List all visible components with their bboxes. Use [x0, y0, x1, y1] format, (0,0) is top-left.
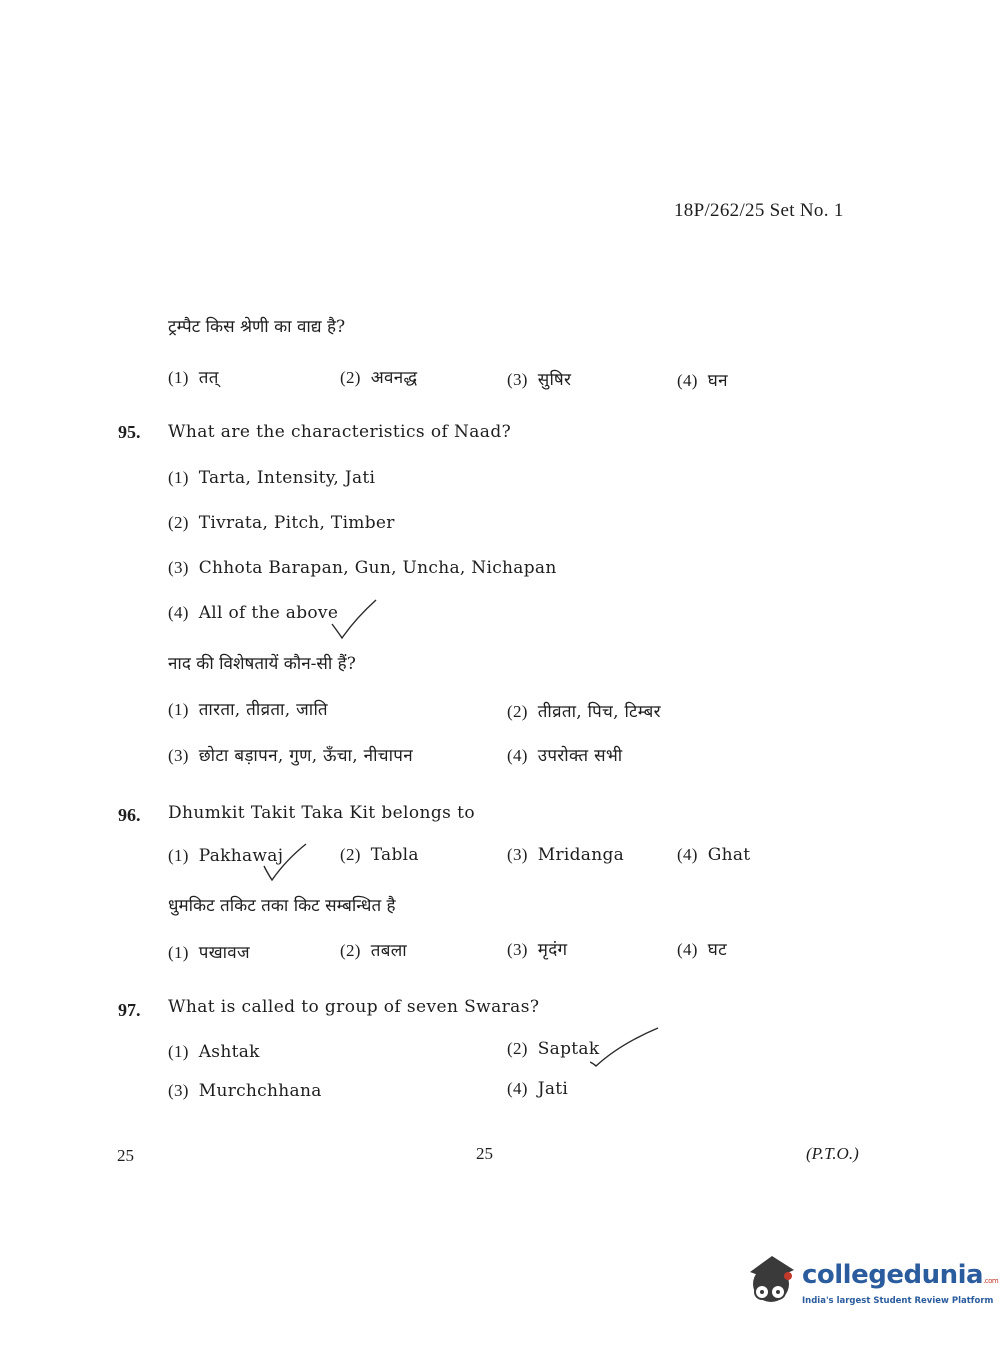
- mascot-icon: [742, 1250, 800, 1308]
- q97-number: 97.: [118, 1000, 141, 1020]
- q95-answer-tick-mark: [330, 598, 380, 642]
- q95-hindi-option-1: (1) तारता, तीव्रता, जाति: [168, 700, 328, 720]
- q94-hindi-option-4: (4) घन: [677, 371, 728, 391]
- q94-hindi-option-1: (1) तत्: [168, 368, 219, 388]
- q96-number: 96.: [118, 805, 141, 825]
- q95-option-1: (1) Tarta, Intensity, Jati: [168, 468, 376, 488]
- q96-question: Dhumkit Takit Taka Kit belongs to: [168, 803, 475, 823]
- q95-option-2: (2) Tivrata, Pitch, Timber: [168, 513, 395, 533]
- q97-question: What is called to group of seven Swaras?: [168, 997, 540, 1017]
- q94-hindi-option-3: (3) सुषिर: [507, 370, 572, 390]
- q96-hindi-question: धुमकिट तकिट तका किट सम्बन्धित है: [168, 896, 396, 916]
- q95-hindi-option-3: (3) छोटा बड़ापन, गुण, ऊँचा, नीचापन: [168, 746, 413, 766]
- q96-option-4: (4) Ghat: [677, 845, 751, 865]
- q95-option-3: (3) Chhota Barapan, Gun, Uncha, Nichapan: [168, 558, 557, 578]
- q97-option-3: (3) Murchchhana: [168, 1081, 322, 1101]
- logo-brand: collegedunia.com: [802, 1260, 999, 1290]
- q95-hindi-question: नाद की विशेषतायें कौन-सी हैं?: [168, 654, 356, 674]
- q95-question: What are the characteristics of Naad?: [168, 422, 512, 442]
- logo-tagline: India's largest Student Review Platform: [802, 1296, 994, 1306]
- q95-hindi-option-4: (4) उपरोक्त सभी: [507, 746, 623, 766]
- pto-label: (P.T.O.): [806, 1144, 859, 1163]
- q96-option-2: (2) Tabla: [340, 845, 419, 865]
- q96-answer-tick-mark: [262, 842, 308, 884]
- q97-answer-tick-mark: [590, 1026, 660, 1068]
- page-number: 25: [476, 1144, 493, 1163]
- q95-number: 95.: [118, 422, 141, 442]
- q95-hindi-option-2: (2) तीव्रता, पिच, टिम्बर: [507, 702, 661, 722]
- q94-hindi-question: ट्रम्पैट किस श्रेणी का वाद्य है?: [168, 317, 346, 337]
- collegedunia-logo: [742, 1250, 999, 1310]
- q95-option-4: (4) All of the above: [168, 603, 339, 623]
- q96-hindi-option-3: (3) मृदंग: [507, 940, 568, 960]
- q96-hindi-option-1: (1) पखावज: [168, 943, 250, 963]
- q97-option-2: (2) Saptak: [507, 1039, 600, 1059]
- q96-option-3: (3) Mridanga: [507, 845, 625, 865]
- q96-hindi-option-4: (4) घट: [677, 940, 727, 960]
- q96-option-1: (1) Pakhawaj: [168, 846, 284, 866]
- q97-option-1: (1) Ashtak: [168, 1042, 260, 1062]
- q94-hindi-option-2: (2) अवनद्ध: [340, 368, 418, 388]
- q96-hindi-option-2: (2) तबला: [340, 941, 407, 961]
- footer-left-code: 25: [117, 1146, 134, 1165]
- paper-code: 18P/262/25 Set No. 1: [674, 200, 844, 221]
- logo-suffix: .com: [983, 1277, 999, 1285]
- q97-option-4: (4) Jati: [507, 1079, 569, 1099]
